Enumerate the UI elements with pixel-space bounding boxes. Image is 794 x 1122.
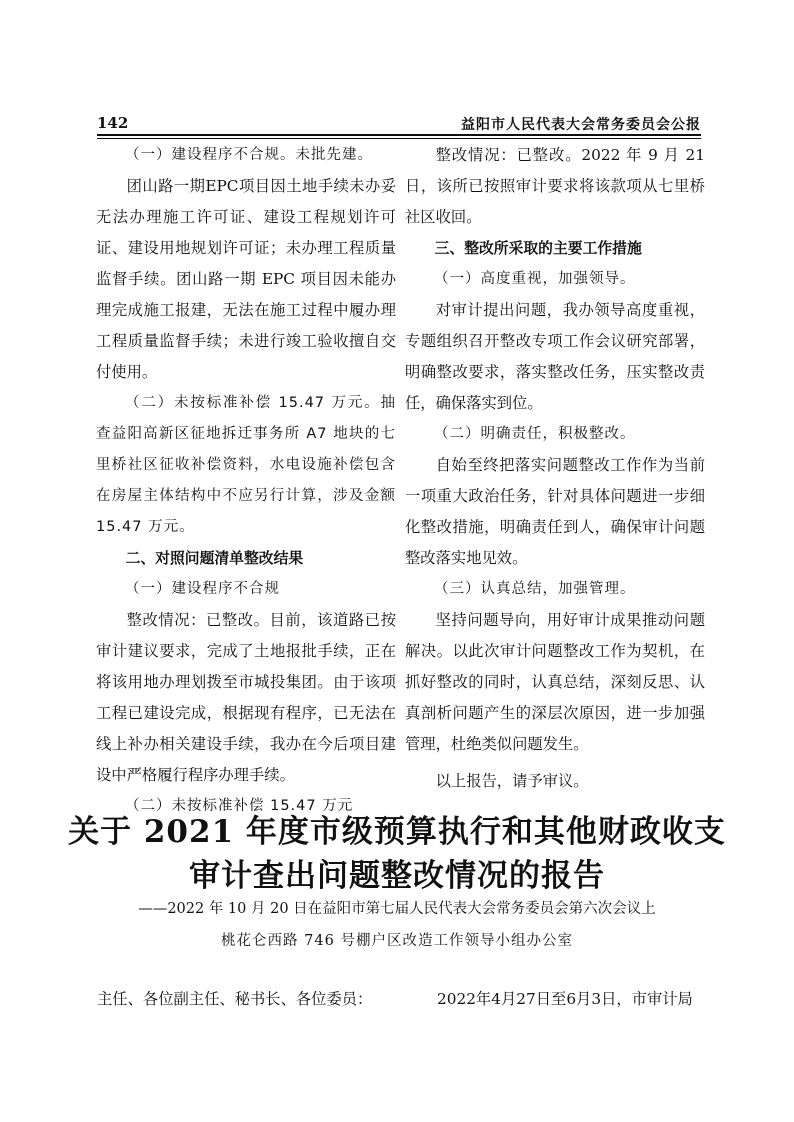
page-number: 142 bbox=[97, 114, 129, 132]
subsection-heading: （二）未按标准补偿 15.47 万元 bbox=[125, 798, 354, 814]
article-title-line-2: 审计查出问题整改情况的报告 bbox=[189, 858, 605, 894]
article-title-line-1: 关于 2021 年度市级预算执行和其他财政收支 bbox=[68, 814, 726, 850]
subsection-heading: （一）建设程序不合规 bbox=[125, 581, 280, 597]
subsection-heading: （一）高度重视，加强领导。 bbox=[434, 271, 636, 287]
subsection-heading: （三）认真总结，加强管理。 bbox=[434, 581, 636, 597]
paragraph: 自始至终把落实问题整改工作作为当前一项重大政治任务，针对具体问题进一步细化整改措施，明确责任到人，确保审计问题整改落实地见效。 bbox=[405, 456, 705, 567]
salutation: 主任、各位副主任、秘书长、各位委员： bbox=[97, 990, 373, 1008]
paragraph: 对审计提出问题，我办领导高度重视，专题组织召开整改专项工作会议研究部署，明确整改要求，落实整改任务，压实整改责任，确保落实到位。 bbox=[405, 301, 705, 412]
subsection-heading: （一）建设程序不合规。未批先建。 bbox=[125, 147, 373, 163]
article-title bbox=[60, 810, 734, 898]
header-rule-thin bbox=[97, 138, 701, 139]
paragraph: 以上报告，请予审议。 bbox=[435, 772, 589, 790]
paragraph: 坚持问题导向，用好审计成果推动问题解决。以此次审计问题整改工作为契机，在抓好整改的同时，认真总结，深刻反思、认真剖析问题产生的深层次原因，进一步加强管理，杜绝类似问题发生。 bbox=[405, 611, 705, 753]
page-header bbox=[97, 112, 701, 136]
section-heading: 三、整改所采取的主要工作措施 bbox=[434, 240, 642, 257]
journal-title: 益阳市人民代表大会常务委员会公报 bbox=[461, 117, 701, 133]
section-heading: 二、对照问题清单整改结果 bbox=[125, 550, 304, 567]
right-column bbox=[405, 140, 705, 797]
paragraph: 整改情况：已整改。目前，该道路已按审计建议要求，完成了土地报批手续，正在将该用地办理划拨至市城投集团。由于该项工程已建设完成，根据现有程序，已无法在线上补办相关建设手续，我办在今后项目建设中严格履行程序办理手续。 bbox=[96, 611, 396, 784]
subsection-heading: （二）明确责任，积极整改。 bbox=[434, 426, 636, 442]
header-rule-thick bbox=[97, 134, 701, 136]
subsection-heading: （二）未按标准补偿 15.47 万元。抽查益阳高新区征地拆迁事务所 A7 地块的七里桥社区征收补偿资料，水电设施补偿包含在房屋主体结构中不应另行计算，涉及金额 15.47 万元。 bbox=[96, 395, 396, 535]
reporting-organization: 桃花仑西路 746 号棚户区改造工作领导小组办公室 bbox=[221, 933, 573, 949]
article-subtitle: ——2022 年 10 月 20 日在益阳市第七届人民代表大会常务委员会第六次会议上 bbox=[138, 901, 656, 917]
paragraph: 团山路一期EPC项目因土地手续未办妥无法办理施工许可证、建设工程规划许可证、建设用地规划许可证；未办理工程质量监督手续。团山路一期 EPC 项目因未能办理完成施工报建，无法在施工过程中履办理工程质量监督手续；未进行竣工验收擅自交付使用。 bbox=[96, 177, 396, 381]
article-body-start: 2022年4月27日至6月3日，市审计局 bbox=[437, 990, 693, 1008]
paragraph: 整改情况：已整改。2022 年 9 月 21 日，该所已按照审计要求将该款项从七里桥社区收回。 bbox=[405, 146, 705, 226]
left-column bbox=[96, 140, 396, 822]
